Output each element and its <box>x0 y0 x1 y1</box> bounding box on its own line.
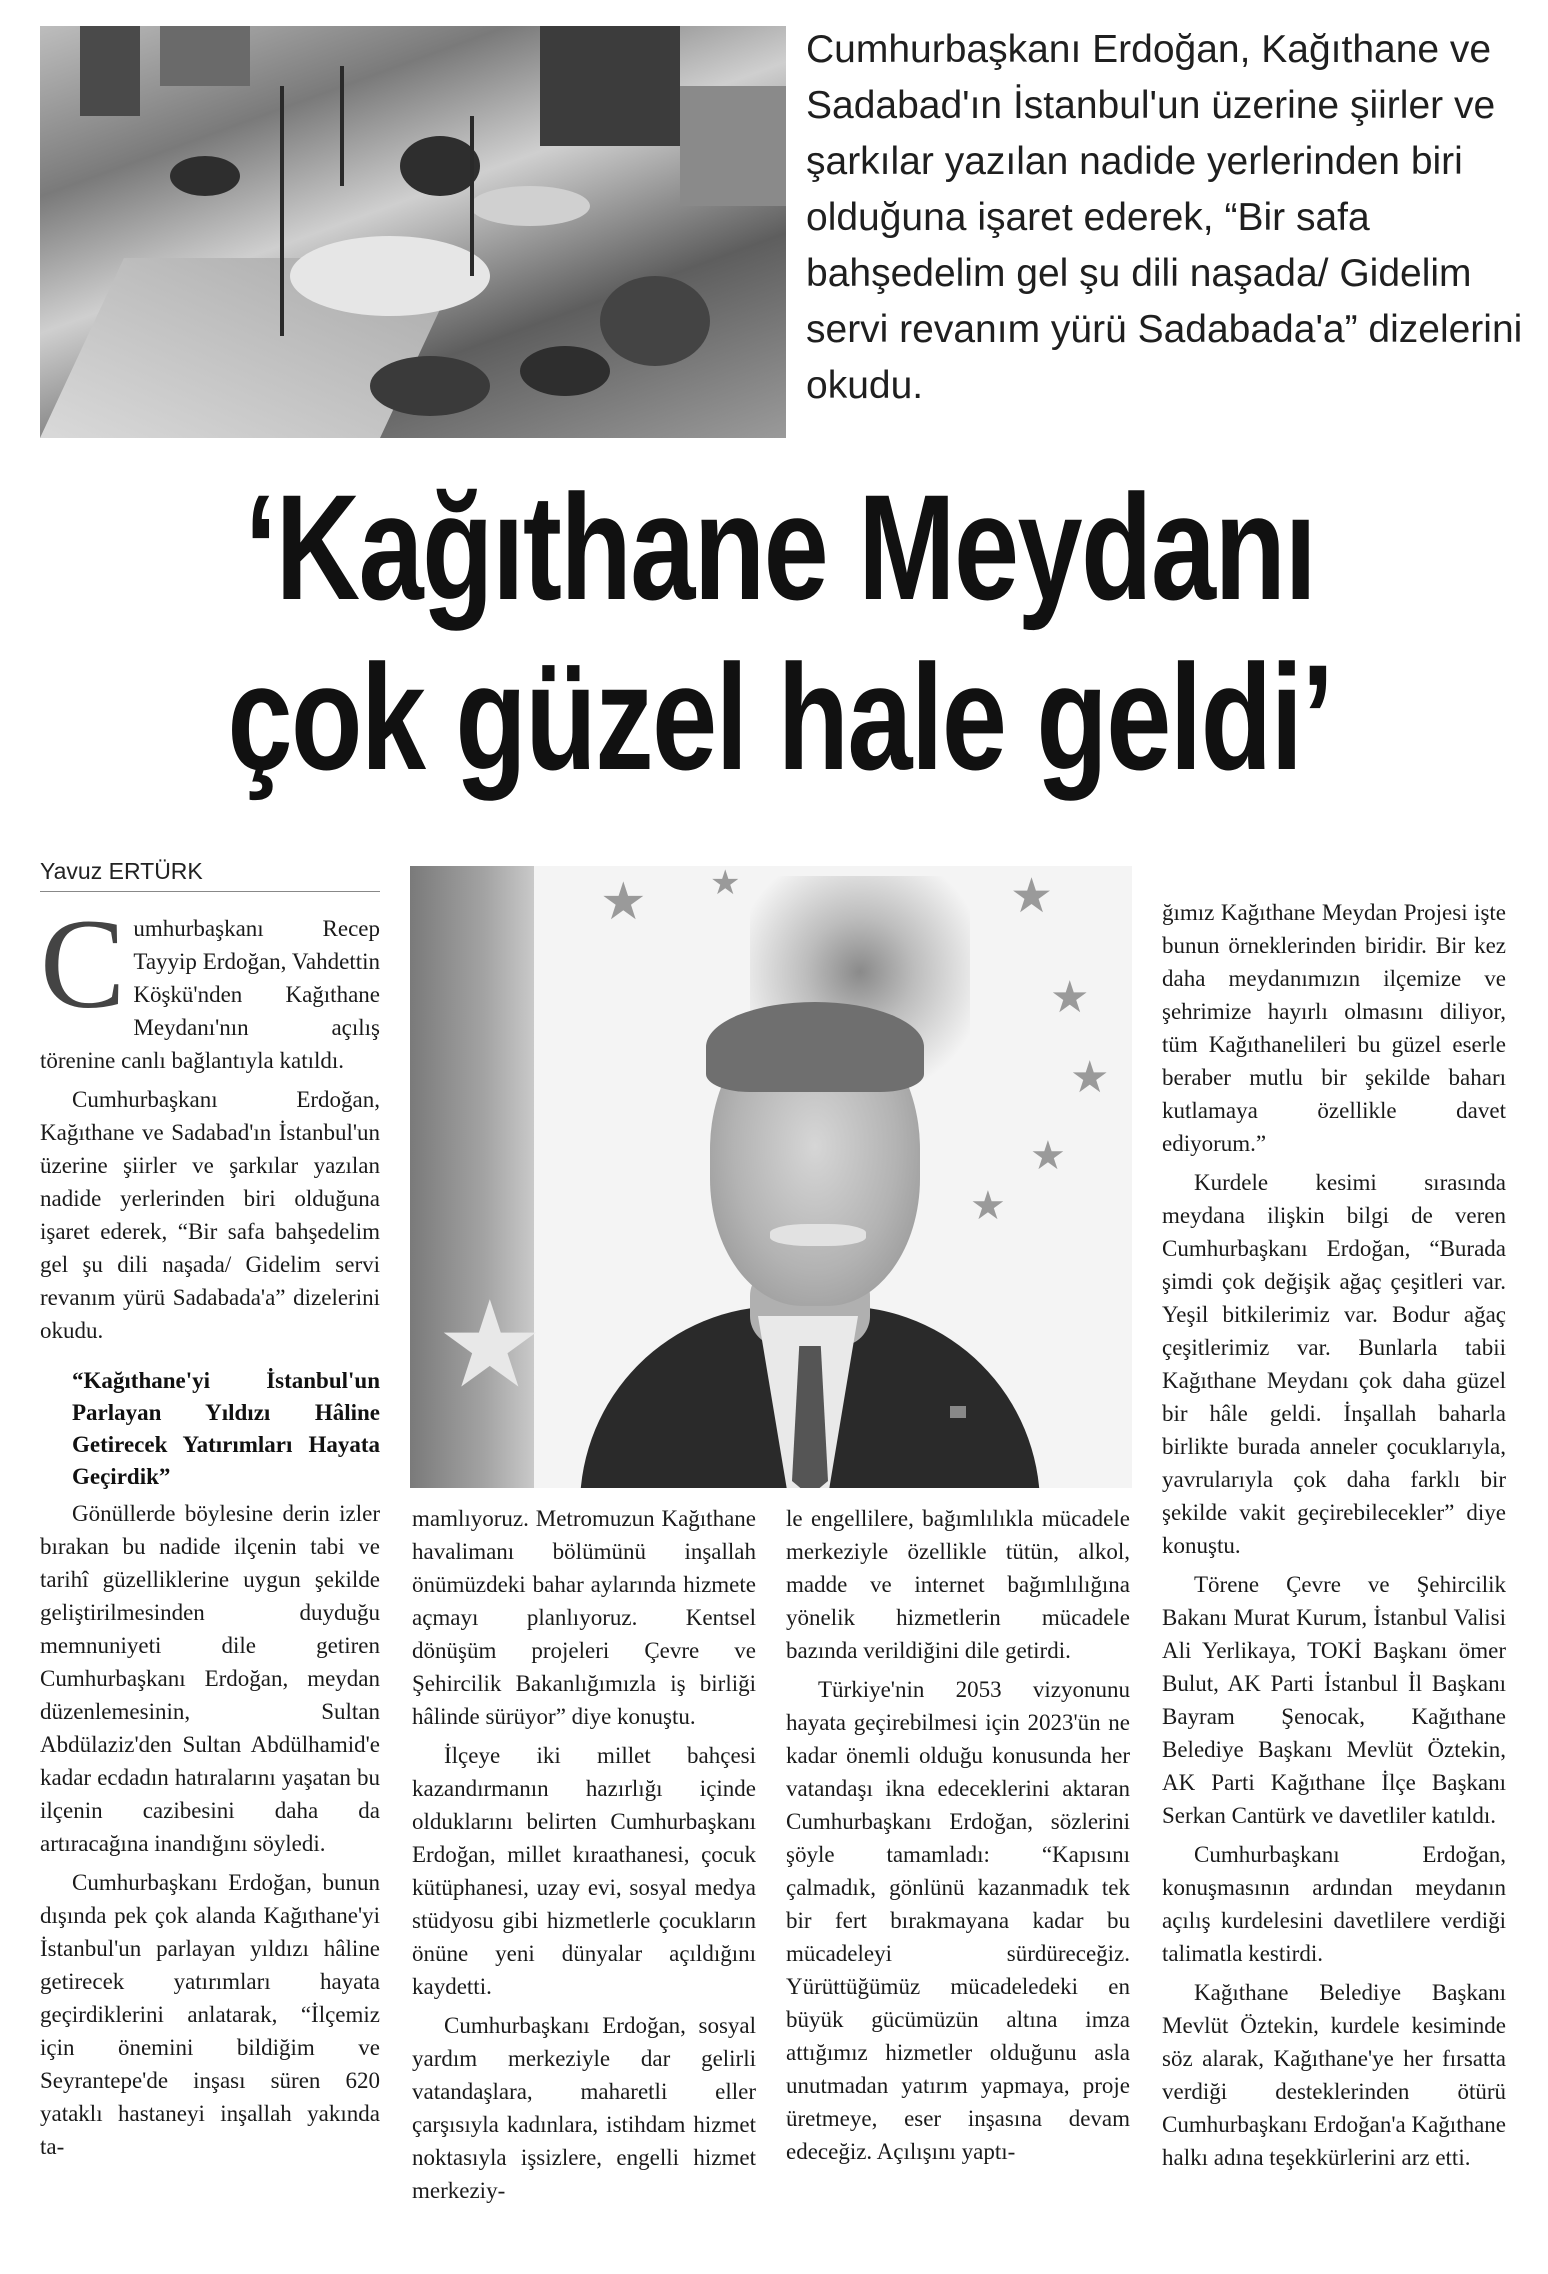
paragraph: ğımız Kağıthane Meydan Projesi işte bunun örneklerinden biridir. Bir kez daha meydanımızın ilçemize ve şehrimize hayırlı olmasını diliyor, tüm Kağıthanelileri bu güzel eserle beraber mutlu bir şekilde baharı kutlamaya özellikle davet ediyorum.” <box>1162 900 1506 1156</box>
emblem-star-icon: ★ <box>710 866 741 903</box>
emblem-star-icon: ★ <box>600 872 647 932</box>
paragraph: Kurdele kesimi sırasında meydana ilişkin bilgi de veren Cumhurbaşkanı Erdoğan, “Burada şimdi çok değişik ağaç çeşitleri var. Yeşil bitkilerimiz var. Bodur ağaç çeşitlerimiz var. Bunlarla tabii Kağıthane Meydanı çok daha güzel bir hâle geldi. İnşallah baharla birlikte burada anneler çocuklarıyla, yavrularıyla çok daha farklı bir şekilde vakit geçirebilecekler” diye konuştu. <box>1162 1170 1506 1558</box>
column-1 <box>40 912 380 2169</box>
paragraph: umhurbaşkanı Recep Tayyip Erdoğan, Vahdettin Köşkü'nden Kağıthane Meydanı'nın açılış törenine canlı bağlantıyla katıldı. <box>40 916 380 1073</box>
paragraph: le engellilere, bağımlılıkla mücadele merkeziyle özellikle tütün, alkol, madde ve internet bağımlılığına yönelik hizmetlerin mücadele bazında verildiğini dile getirdi. <box>786 1506 1130 1663</box>
paragraph: İlçeye iki millet bahçesi kazandırmanın hazırlığı içinde olduklarını belirten Cumhurbaşkanı Erdoğan, millet kıraathanesi, çocuk kütüphanesi, uzay evi, sosyal medya stüdyosu gibi hizmetlerle çocukların önüne yeni dünyalar açıldığını kaydetti. <box>412 1743 756 1999</box>
paragraph: Cumhurbaşkanı Erdoğan, bunun dışında pek çok alanda Kağıthane'yi İstanbul'un parlayan yıldızı hâline getirecek yatırımları hayata geçirdiklerini anlatarak, “İlçemiz için önemini bildiğim ve Seyrantepe'de inşası süren 620 yataklı hastaneyi inşallah yakında ta- <box>40 1870 380 2159</box>
paragraph: Kağıthane Belediye Başkanı Mevlüt Öztekin, kurdele kesiminde söz alarak, Kağıthane'ye her fırsatta verdiği desteklerinden ötürü Cumhurbaşkanı Erdoğan'a Kağıthane halkı adına teşekkürlerini arz etti. <box>1162 1980 1506 2170</box>
emblem-star-icon: ★ <box>1010 868 1054 924</box>
paragraph: mamlıyoruz. Metromuzun Kağıthane havalimanı bölümünü inşallah önümüzdeki bahar aylarında hizmete açmayı planlıyoruz. Kentsel dönüşüm projeleri Çevre ve Şehircilik Bakanlığımızla iş birliği hâlinde sürüyor” diye konuştu. <box>412 1506 756 1729</box>
byline: Yavuz ERTÜRK <box>40 858 380 892</box>
kagithane-square-photo <box>40 26 786 438</box>
paragraph: Türkiye'nin 2053 vizyonunu hayata geçirebilmesi için 2023'ün ne kadar önemli olduğu konusunda her vatandaşı ikna edeceklerini aktaran Cumhurbaşkanı Erdoğan, sözlerini şöyle tamamladı: “Kapısını çalmadık, gönlünü kazanmadık tek bir fert bırakmayana kadar bu mücadeleyi sürdüreceğiz. Yürüttüğümüz mücadeledeki en büyük gücümüzün altına imza attığımız hizmetler olduğunu asla unutmadan yatırım yapmaya, proje üretmeye, eser inşasına devam edeceğiz. Açılışını yaptı- <box>786 1677 1130 2164</box>
headline-line-2: çok güzel hale geldi’ <box>227 633 1333 801</box>
flag-star-icon: ★ <box>436 1276 544 1415</box>
lapel-pin <box>950 1406 966 1418</box>
column-4 <box>1162 896 1506 2180</box>
drop-cap: C <box>40 912 126 1035</box>
paragraph: Gönüllerde böylesine derin izler bırakan bu nadide ilçenin tabi ve tarihî güzelliklerine uygun şekilde geliştirilmesinden duyduğu memnuniyeti dile getiren Cumhurbaşkanı Erdoğan, meydan düzenlemesinin, Sultan Abdülaziz'den Sultan Abdülhamid'e kadar ecdadın hatıralarını yaşatan bu ilçenin cazibesini daha da artıracağına inandığını söyledi. <box>40 1501 380 1856</box>
paragraph: Cumhurbaşkanı Erdoğan, Kağıthane ve Sadabad'ın İstanbul'un üzerine şiirler ve şarkılar yazılan nadide yerlerinden biri olduğuna işaret ederek, “Bir safa bahşedelim gel şu dili naşada/ Gidelim servi revanım yürü Sadabada'a” dizelerini okudu. <box>40 1087 380 1343</box>
paragraph: Cumhurbaşkanı Erdoğan, konuşmasının ardından meydanın açılış kurdelesini davetlilere verdiği talimatla kestirdi. <box>1162 1842 1506 1966</box>
portrait-photo <box>410 866 1132 1488</box>
paragraph: Törene Çevre ve Şehircilik Bakanı Murat Kurum, İstanbul Valisi Ali Yerlikaya, TOKİ Başkanı ömer Bulut, AK Parti İstanbul İl Başkanı Bayram Şenocak, Kağıthane Belediye Başkanı Mevlüt Öztekin, AK Parti Kağıthane İlçe Başkanı Serkan Cantürk ve davetliler katıldı. <box>1162 1572 1506 1828</box>
paragraph: Cumhurbaşkanı Erdoğan, sosyal yardım merkeziyle dar gelirli vatandaşlara, maharetli eller çarşısıyla kadınlara, istihdam hizmet noktasıyla işsizlere, engelli hizmet merkeziy- <box>412 2013 756 2203</box>
headline-line-1: ‘Kağıthane Meydanı <box>244 463 1316 631</box>
emblem-star-icon: ★ <box>970 1183 1006 1229</box>
emblem-star-icon: ★ <box>1050 972 1090 1023</box>
column-2 <box>412 1502 756 2213</box>
headline <box>218 462 1341 802</box>
column-3 <box>786 1502 1130 2174</box>
emblem-star-icon: ★ <box>1070 1052 1110 1103</box>
subheading: “Kağıthane'yi İstanbul'un Parlayan Yıldızı Hâline Getirecek Yatırımları Hayata Geçirdik” <box>72 1368 380 1489</box>
emblem-star-icon: ★ <box>1030 1133 1066 1179</box>
lead-paragraph: Cumhurbaşkanı Erdoğan, Kağıthane ve Sadabad'ın İstanbul'un üzerine şiirler ve şarkılar yazılan nadide yerlerinden biri olduğuna işaret ederek, “Bir safa bahşedelim gel şu dili naşada/ Gidelim servi revanım yürü Sadabada'a” dizelerini okudu. <box>806 28 1523 407</box>
